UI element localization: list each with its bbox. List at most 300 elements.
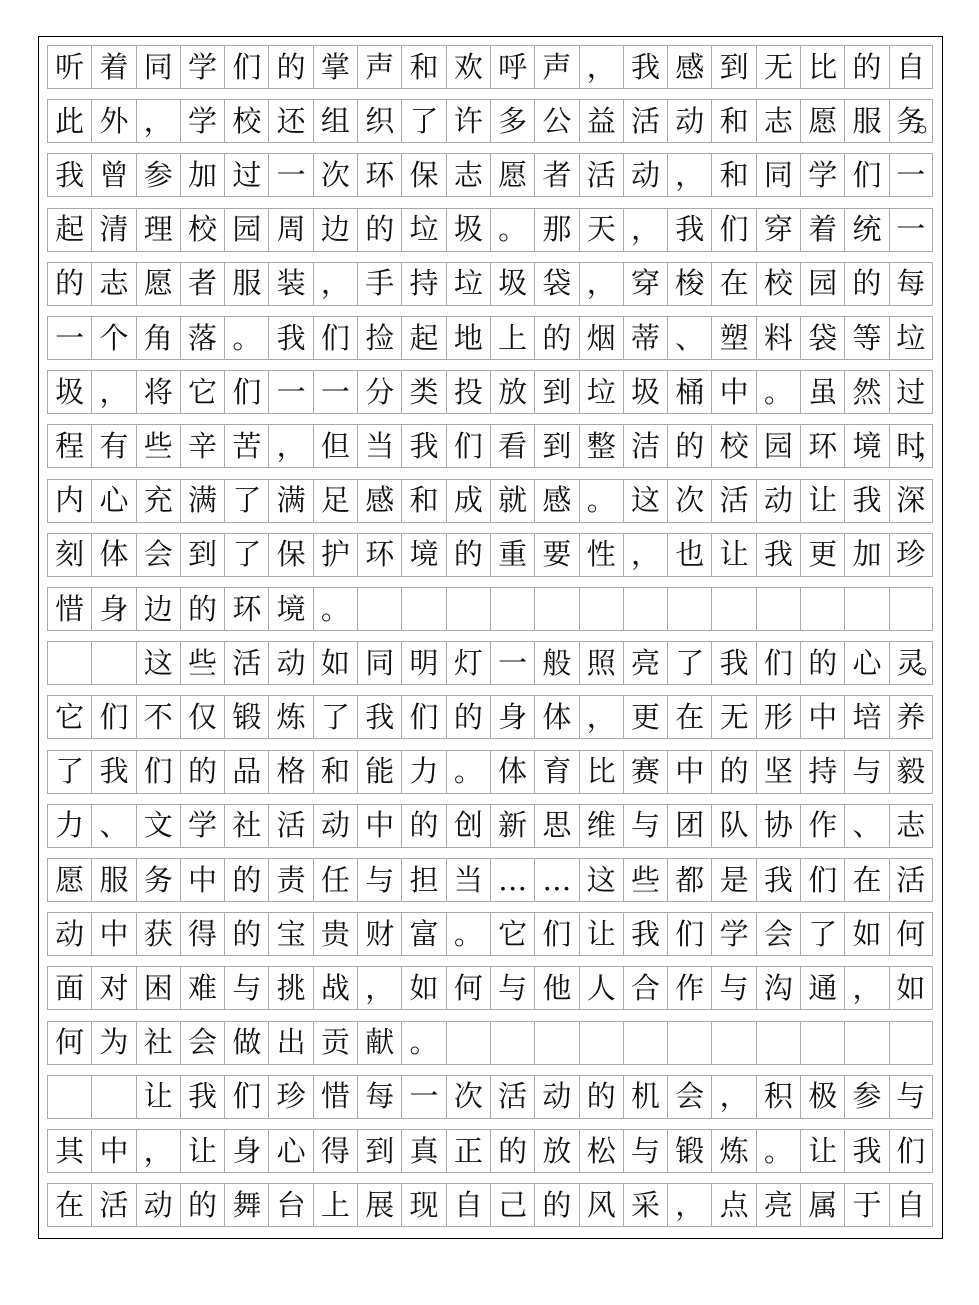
grid-cell: 。 bbox=[224, 316, 268, 360]
grid-cell: ， bbox=[667, 1183, 711, 1227]
grid-cell: 志 bbox=[889, 804, 933, 848]
grid-cell: 中 bbox=[91, 912, 135, 956]
grid-cell: 性 bbox=[579, 533, 623, 577]
grid-cell: 让 bbox=[711, 533, 755, 577]
grid-cell: 惜 bbox=[47, 587, 91, 631]
grid-row bbox=[47, 695, 933, 739]
grid-cell: 的 bbox=[800, 641, 844, 685]
grid-cell: 过 bbox=[889, 370, 933, 414]
grid-row bbox=[47, 533, 933, 577]
grid-cell: 任 bbox=[313, 858, 357, 902]
grid-cell: 袋 bbox=[534, 262, 578, 306]
grid-cell: 一 bbox=[401, 1075, 445, 1119]
grid-cell: 起 bbox=[401, 316, 445, 360]
grid-cell: 充 bbox=[136, 479, 180, 523]
grid-cell: 桶 bbox=[667, 370, 711, 414]
grid-cell: 护 bbox=[313, 533, 357, 577]
grid-cell: 学 bbox=[180, 804, 224, 848]
grid-cell bbox=[711, 587, 755, 631]
grid-cell: 校 bbox=[180, 208, 224, 252]
grid-cell: 深 bbox=[889, 479, 933, 523]
grid-cell: 当 bbox=[446, 858, 490, 902]
grid-cell: 活 bbox=[711, 479, 755, 523]
grid-cell: 、 bbox=[667, 316, 711, 360]
grid-cell: 重 bbox=[490, 533, 534, 577]
grid-cell: 地 bbox=[446, 316, 490, 360]
grid-cell: ， bbox=[844, 966, 888, 1010]
grid-cell: 献 bbox=[357, 1021, 401, 1065]
grid-cell: 炼 bbox=[268, 695, 312, 739]
grid-cell: 一 bbox=[47, 316, 91, 360]
grid-cell: 中 bbox=[667, 750, 711, 794]
grid-cell: 但 bbox=[313, 424, 357, 468]
grid-cell: 同 bbox=[357, 641, 401, 685]
grid-cell: 新 bbox=[490, 804, 534, 848]
grid-cell bbox=[579, 587, 623, 631]
grid-cell: 的 bbox=[180, 750, 224, 794]
grid-cell: 与 bbox=[224, 966, 268, 1010]
grid-cell: 们 bbox=[136, 750, 180, 794]
grid-cell bbox=[800, 1021, 844, 1065]
grid-cell: 我 bbox=[91, 750, 135, 794]
grid-cell: 的 bbox=[401, 804, 445, 848]
grid-cell: 获 bbox=[136, 912, 180, 956]
grid-cell: 园 bbox=[800, 262, 844, 306]
grid-cell: 园 bbox=[756, 424, 800, 468]
grid-cell: 培 bbox=[844, 695, 888, 739]
grid-cell: 我 bbox=[667, 208, 711, 252]
grid-cell: 富 bbox=[401, 912, 445, 956]
grid-cell: 让 bbox=[800, 1129, 844, 1173]
grid-cell bbox=[47, 1075, 91, 1119]
grid-cell: 我 bbox=[844, 479, 888, 523]
grid-cell: 成 bbox=[446, 479, 490, 523]
grid-cell: 将 bbox=[136, 370, 180, 414]
grid-cell: 品 bbox=[224, 750, 268, 794]
grid-row bbox=[47, 804, 933, 848]
grid-cell: 会 bbox=[180, 1021, 224, 1065]
grid-cell: 它 bbox=[47, 695, 91, 739]
grid-cell: 活 bbox=[268, 804, 312, 848]
grid-cell: 活 bbox=[579, 153, 623, 197]
grid-cell: 我 bbox=[711, 641, 755, 685]
grid-cell: 也 bbox=[667, 533, 711, 577]
grid-cell: 学 bbox=[180, 99, 224, 143]
overflow-punctuation: ， bbox=[916, 428, 946, 463]
grid-cell: 内 bbox=[47, 479, 91, 523]
grid-cell: ， bbox=[711, 1075, 755, 1119]
grid-cell: 这 bbox=[579, 858, 623, 902]
grid-cell: 与 bbox=[623, 1129, 667, 1173]
grid-cell: 心 bbox=[268, 1129, 312, 1173]
grid-cell: 在 bbox=[667, 695, 711, 739]
grid-cell: 无 bbox=[711, 695, 755, 739]
grid-cell: 刻 bbox=[47, 533, 91, 577]
grid-cell: ， bbox=[91, 370, 135, 414]
grid-cell: 活 bbox=[623, 99, 667, 143]
grid-cell: 让 bbox=[180, 1129, 224, 1173]
grid-cell: 亮 bbox=[623, 641, 667, 685]
grid-row bbox=[47, 208, 933, 252]
grid-cell: 境 bbox=[844, 424, 888, 468]
grid-cell: 队 bbox=[711, 804, 755, 848]
grid-cell: 面 bbox=[47, 966, 91, 1010]
grid-cell: 何 bbox=[889, 912, 933, 956]
grid-cell: 垃 bbox=[401, 208, 445, 252]
grid-cell: 同 bbox=[756, 153, 800, 197]
grid-cell: 团 bbox=[667, 804, 711, 848]
grid-cell: 许 bbox=[446, 99, 490, 143]
grid-cell: 愿 bbox=[800, 99, 844, 143]
grid-cell: 维 bbox=[579, 804, 623, 848]
grid-cell: ， bbox=[623, 208, 667, 252]
grid-cell: 们 bbox=[667, 912, 711, 956]
grid-cell: 活 bbox=[224, 641, 268, 685]
grid-cell: 与 bbox=[711, 966, 755, 1010]
grid-cell: 们 bbox=[91, 695, 135, 739]
grid-cell: 不 bbox=[136, 695, 180, 739]
grid-cell: 炼 bbox=[711, 1129, 755, 1173]
grid-cell: 们 bbox=[844, 153, 888, 197]
grid-cell: 的 bbox=[357, 208, 401, 252]
grid-cell bbox=[844, 587, 888, 631]
grid-cell: 创 bbox=[446, 804, 490, 848]
grid-cell: 到 bbox=[180, 533, 224, 577]
grid-cell: 校 bbox=[756, 262, 800, 306]
grid-cell: 一 bbox=[268, 153, 312, 197]
grid-cell bbox=[800, 587, 844, 631]
grid-cell: 正 bbox=[446, 1129, 490, 1173]
grid-cell: 何 bbox=[47, 1021, 91, 1065]
grid-cell: 起 bbox=[47, 208, 91, 252]
grid-cell: 力 bbox=[401, 750, 445, 794]
grid-cell: 动 bbox=[623, 153, 667, 197]
grid-cell: ， bbox=[579, 262, 623, 306]
grid-cell: 它 bbox=[490, 912, 534, 956]
grid-cell: 务 。 bbox=[889, 99, 933, 143]
grid-cell bbox=[889, 1021, 933, 1065]
grid-cell: ， bbox=[579, 45, 623, 89]
grid-cell: 天 bbox=[579, 208, 623, 252]
grid-cell: 曾 bbox=[91, 153, 135, 197]
grid-cell: 挑 bbox=[268, 966, 312, 1010]
grid-cell: 呼 bbox=[490, 45, 534, 89]
grid-cell: 持 bbox=[800, 750, 844, 794]
grid-row bbox=[47, 858, 933, 902]
grid-cell: 同 bbox=[136, 45, 180, 89]
grid-cell: 边 bbox=[136, 587, 180, 631]
grid-cell: 协 bbox=[756, 804, 800, 848]
grid-cell: 是 bbox=[711, 858, 755, 902]
grid-cell: 益 bbox=[579, 99, 623, 143]
grid-cell: 毅 bbox=[889, 750, 933, 794]
grid-cell: 们 bbox=[534, 912, 578, 956]
grid-cell: 点 bbox=[711, 1183, 755, 1227]
grid-cell: 园 bbox=[224, 208, 268, 252]
grid-cell: 服 bbox=[844, 99, 888, 143]
grid-cell: 动 bbox=[313, 804, 357, 848]
grid-cell: 次 bbox=[667, 479, 711, 523]
grid-cell: 穿 bbox=[623, 262, 667, 306]
grid-cell: 在 bbox=[844, 858, 888, 902]
grid-cell: 垃 bbox=[889, 316, 933, 360]
grid-cell: 的 bbox=[490, 1129, 534, 1173]
grid-cell: 洁 bbox=[623, 424, 667, 468]
grid-cell: 极 bbox=[800, 1075, 844, 1119]
grid-cell: 明 bbox=[401, 641, 445, 685]
grid-cell: 和 bbox=[711, 153, 755, 197]
grid-cell: 愿 bbox=[490, 153, 534, 197]
grid-row bbox=[47, 966, 933, 1010]
grid-cell bbox=[889, 587, 933, 631]
grid-cell: 合 bbox=[623, 966, 667, 1010]
grid-cell: 此 bbox=[47, 99, 91, 143]
grid-cell: 中 bbox=[180, 858, 224, 902]
grid-cell: 形 bbox=[756, 695, 800, 739]
grid-cell: 比 bbox=[800, 45, 844, 89]
grid-cell: 让 bbox=[579, 912, 623, 956]
grid-cell: 境 bbox=[401, 533, 445, 577]
grid-cell: 捡 bbox=[357, 316, 401, 360]
grid-cell: 服 bbox=[91, 858, 135, 902]
grid-cell: 动 bbox=[667, 99, 711, 143]
grid-cell: 们 bbox=[889, 1129, 933, 1173]
grid-row bbox=[47, 912, 933, 956]
grid-cell: 我 bbox=[47, 153, 91, 197]
grid-cell: 身 bbox=[224, 1129, 268, 1173]
grid-cell: 的 bbox=[534, 1183, 578, 1227]
grid-cell: … bbox=[534, 858, 578, 902]
grid-cell: 动 bbox=[534, 1075, 578, 1119]
grid-cell bbox=[490, 1021, 534, 1065]
grid-cell: 圾 bbox=[490, 262, 534, 306]
grid-cell: 出 bbox=[268, 1021, 312, 1065]
grid-cell: 中 bbox=[357, 804, 401, 848]
grid-cell: 一 bbox=[268, 370, 312, 414]
grid-cell bbox=[534, 1021, 578, 1065]
grid-cell: 每 bbox=[357, 1075, 401, 1119]
grid-cell: 校 bbox=[711, 424, 755, 468]
grid-cell: 活 bbox=[91, 1183, 135, 1227]
grid-cell bbox=[711, 1021, 755, 1065]
grid-cell: 整 bbox=[579, 424, 623, 468]
grid-cell: 就 bbox=[490, 479, 534, 523]
grid-cell: 锻 bbox=[224, 695, 268, 739]
grid-cell: 更 bbox=[623, 695, 667, 739]
grid-cell: ， bbox=[136, 1129, 180, 1173]
grid-cell: 些 bbox=[136, 424, 180, 468]
grid-cell: 圾 bbox=[623, 370, 667, 414]
grid-cell: 社 bbox=[224, 804, 268, 848]
grid-cell: 。 bbox=[756, 1129, 800, 1173]
grid-cell: 这 bbox=[623, 479, 667, 523]
grid-cell: 我 bbox=[357, 695, 401, 739]
grid-cell: 着 bbox=[91, 45, 135, 89]
grid-cell: 足 bbox=[313, 479, 357, 523]
grid-cell: 了 bbox=[224, 533, 268, 577]
grid-cell bbox=[47, 641, 91, 685]
grid-cell: 满 bbox=[180, 479, 224, 523]
grid-cell: 。 bbox=[579, 479, 623, 523]
grid-cell: 会 bbox=[136, 533, 180, 577]
grid-cell: 宝 bbox=[268, 912, 312, 956]
grid-cell bbox=[844, 1021, 888, 1065]
grid-cell: 等 bbox=[844, 316, 888, 360]
grid-cell: … bbox=[490, 858, 534, 902]
grid-cell: ， bbox=[313, 262, 357, 306]
grid-cell bbox=[401, 587, 445, 631]
grid-cell: 。 bbox=[756, 370, 800, 414]
grid-cell: 我 bbox=[844, 1129, 888, 1173]
grid-cell: 动 bbox=[47, 912, 91, 956]
grid-cell: 珍 bbox=[268, 1075, 312, 1119]
grid-cell bbox=[534, 587, 578, 631]
grid-cell: 在 bbox=[47, 1183, 91, 1227]
grid-cell: 感 bbox=[667, 45, 711, 89]
grid-cell: 灵 。 bbox=[889, 641, 933, 685]
grid-cell: 们 bbox=[224, 370, 268, 414]
grid-cell: 我 bbox=[268, 316, 312, 360]
grid-cell: 台 bbox=[268, 1183, 312, 1227]
grid-cell: 如 bbox=[844, 912, 888, 956]
grid-cell: 文 bbox=[136, 804, 180, 848]
grid-cell: 的 bbox=[579, 1075, 623, 1119]
grid-cell: 环 bbox=[357, 153, 401, 197]
grid-cell: 的 bbox=[224, 858, 268, 902]
grid-cell: 会 bbox=[667, 1075, 711, 1119]
grid-cell: 己 bbox=[490, 1183, 534, 1227]
grid-cell: 育 bbox=[534, 750, 578, 794]
grid-cell: 比 bbox=[579, 750, 623, 794]
overflow-punctuation: 。 bbox=[916, 645, 946, 680]
grid-cell: 志 bbox=[756, 99, 800, 143]
grid-cell: 学 bbox=[800, 153, 844, 197]
grid-cell: 坚 bbox=[756, 750, 800, 794]
grid-cell: 声 bbox=[534, 45, 578, 89]
grid-cell: 多 bbox=[490, 99, 534, 143]
grid-cell: 梭 bbox=[667, 262, 711, 306]
grid-cell: 与 bbox=[844, 750, 888, 794]
grid-cell: 次 bbox=[313, 153, 357, 197]
grid-cell bbox=[490, 587, 534, 631]
grid-cell: 周 bbox=[268, 208, 312, 252]
grid-cell: 的 bbox=[844, 45, 888, 89]
grid-cell: 垃 bbox=[446, 262, 490, 306]
grid-cell: 次 bbox=[446, 1075, 490, 1119]
grid-cell: 看 bbox=[490, 424, 534, 468]
grid-cell: 体 bbox=[490, 750, 534, 794]
grid-cell: 料 bbox=[756, 316, 800, 360]
grid-cell: 让 bbox=[800, 479, 844, 523]
grid-cell: 的 bbox=[844, 262, 888, 306]
grid-cell: 了 bbox=[313, 695, 357, 739]
grid-row bbox=[47, 45, 933, 89]
grid-cell: 松 bbox=[579, 1129, 623, 1173]
grid-cell: 活 bbox=[889, 858, 933, 902]
grid-cell: 和 bbox=[313, 750, 357, 794]
grid-cell: 与 bbox=[623, 804, 667, 848]
grid-cell: 圾 bbox=[47, 370, 91, 414]
grid-cell: 贡 bbox=[313, 1021, 357, 1065]
grid-cell: 一 bbox=[313, 370, 357, 414]
grid-cell: 的 bbox=[180, 587, 224, 631]
grid-cell: 的 bbox=[180, 1183, 224, 1227]
grid-cell: 的 bbox=[47, 262, 91, 306]
grid-cell: 袋 bbox=[800, 316, 844, 360]
grid-cell: 保 bbox=[401, 153, 445, 197]
grid-cell: 们 bbox=[711, 208, 755, 252]
grid-cell: 了 bbox=[667, 641, 711, 685]
grid-cell: 的 bbox=[667, 424, 711, 468]
grid-cell: 手 bbox=[357, 262, 401, 306]
grid-cell: 与 bbox=[889, 1075, 933, 1119]
grid-cell: 那 bbox=[534, 208, 578, 252]
grid-row bbox=[47, 587, 933, 631]
grid-cell: 的 bbox=[446, 533, 490, 577]
grid-cell: 的 bbox=[268, 45, 312, 89]
grid-cell: 还 bbox=[268, 99, 312, 143]
grid-cell: 过 bbox=[224, 153, 268, 197]
grid-cell: 了 bbox=[224, 479, 268, 523]
grid-cell: 人 bbox=[579, 966, 623, 1010]
grid-cell: 中 bbox=[711, 370, 755, 414]
grid-cell: 辛 bbox=[180, 424, 224, 468]
grid-cell: 我 bbox=[401, 424, 445, 468]
grid-cell bbox=[756, 1021, 800, 1065]
grid-cell: 志 bbox=[446, 153, 490, 197]
grid-cell: 。 bbox=[446, 750, 490, 794]
grid-cell: 圾 bbox=[446, 208, 490, 252]
grid-cell: 的 bbox=[224, 912, 268, 956]
grid-cell: 上 bbox=[313, 1183, 357, 1227]
grid-cell: 作 bbox=[800, 804, 844, 848]
grid-cell: 些 bbox=[180, 641, 224, 685]
grid-row bbox=[47, 99, 946, 143]
grid-cell: 们 bbox=[313, 316, 357, 360]
grid-cell: 保 bbox=[268, 533, 312, 577]
grid-cell: 到 bbox=[357, 1129, 401, 1173]
grid-cell: 持 bbox=[401, 262, 445, 306]
grid-cell: 一 bbox=[490, 641, 534, 685]
grid-cell: 塑 bbox=[711, 316, 755, 360]
grid-cell: 在 bbox=[711, 262, 755, 306]
grid-cell: 了 bbox=[401, 99, 445, 143]
grid-cell: 中 bbox=[91, 1129, 135, 1173]
grid-cell: 每 bbox=[889, 262, 933, 306]
grid-cell: 。 bbox=[313, 587, 357, 631]
grid-cell bbox=[91, 641, 135, 685]
grid-cell: 如 bbox=[313, 641, 357, 685]
grid-cell: 得 bbox=[313, 1129, 357, 1173]
grid-cell: 边 bbox=[313, 208, 357, 252]
grid-cell: 到 bbox=[534, 424, 578, 468]
grid-cell: 程 bbox=[47, 424, 91, 468]
grid-cell bbox=[756, 587, 800, 631]
grid-cell: ， bbox=[667, 153, 711, 197]
grid-cell: 体 bbox=[534, 695, 578, 739]
grid-cell bbox=[357, 587, 401, 631]
grid-cell: 听 bbox=[47, 45, 91, 89]
grid-cell: 难 bbox=[180, 966, 224, 1010]
grid-cell: 得 bbox=[180, 912, 224, 956]
grid-cell: 环 bbox=[800, 424, 844, 468]
grid-cell: 会 bbox=[756, 912, 800, 956]
grid-cell: 加 bbox=[180, 153, 224, 197]
grid-row bbox=[47, 1183, 933, 1227]
grid-cell: 校 bbox=[224, 99, 268, 143]
grid-cell bbox=[667, 587, 711, 631]
grid-cell: 采 bbox=[623, 1183, 667, 1227]
